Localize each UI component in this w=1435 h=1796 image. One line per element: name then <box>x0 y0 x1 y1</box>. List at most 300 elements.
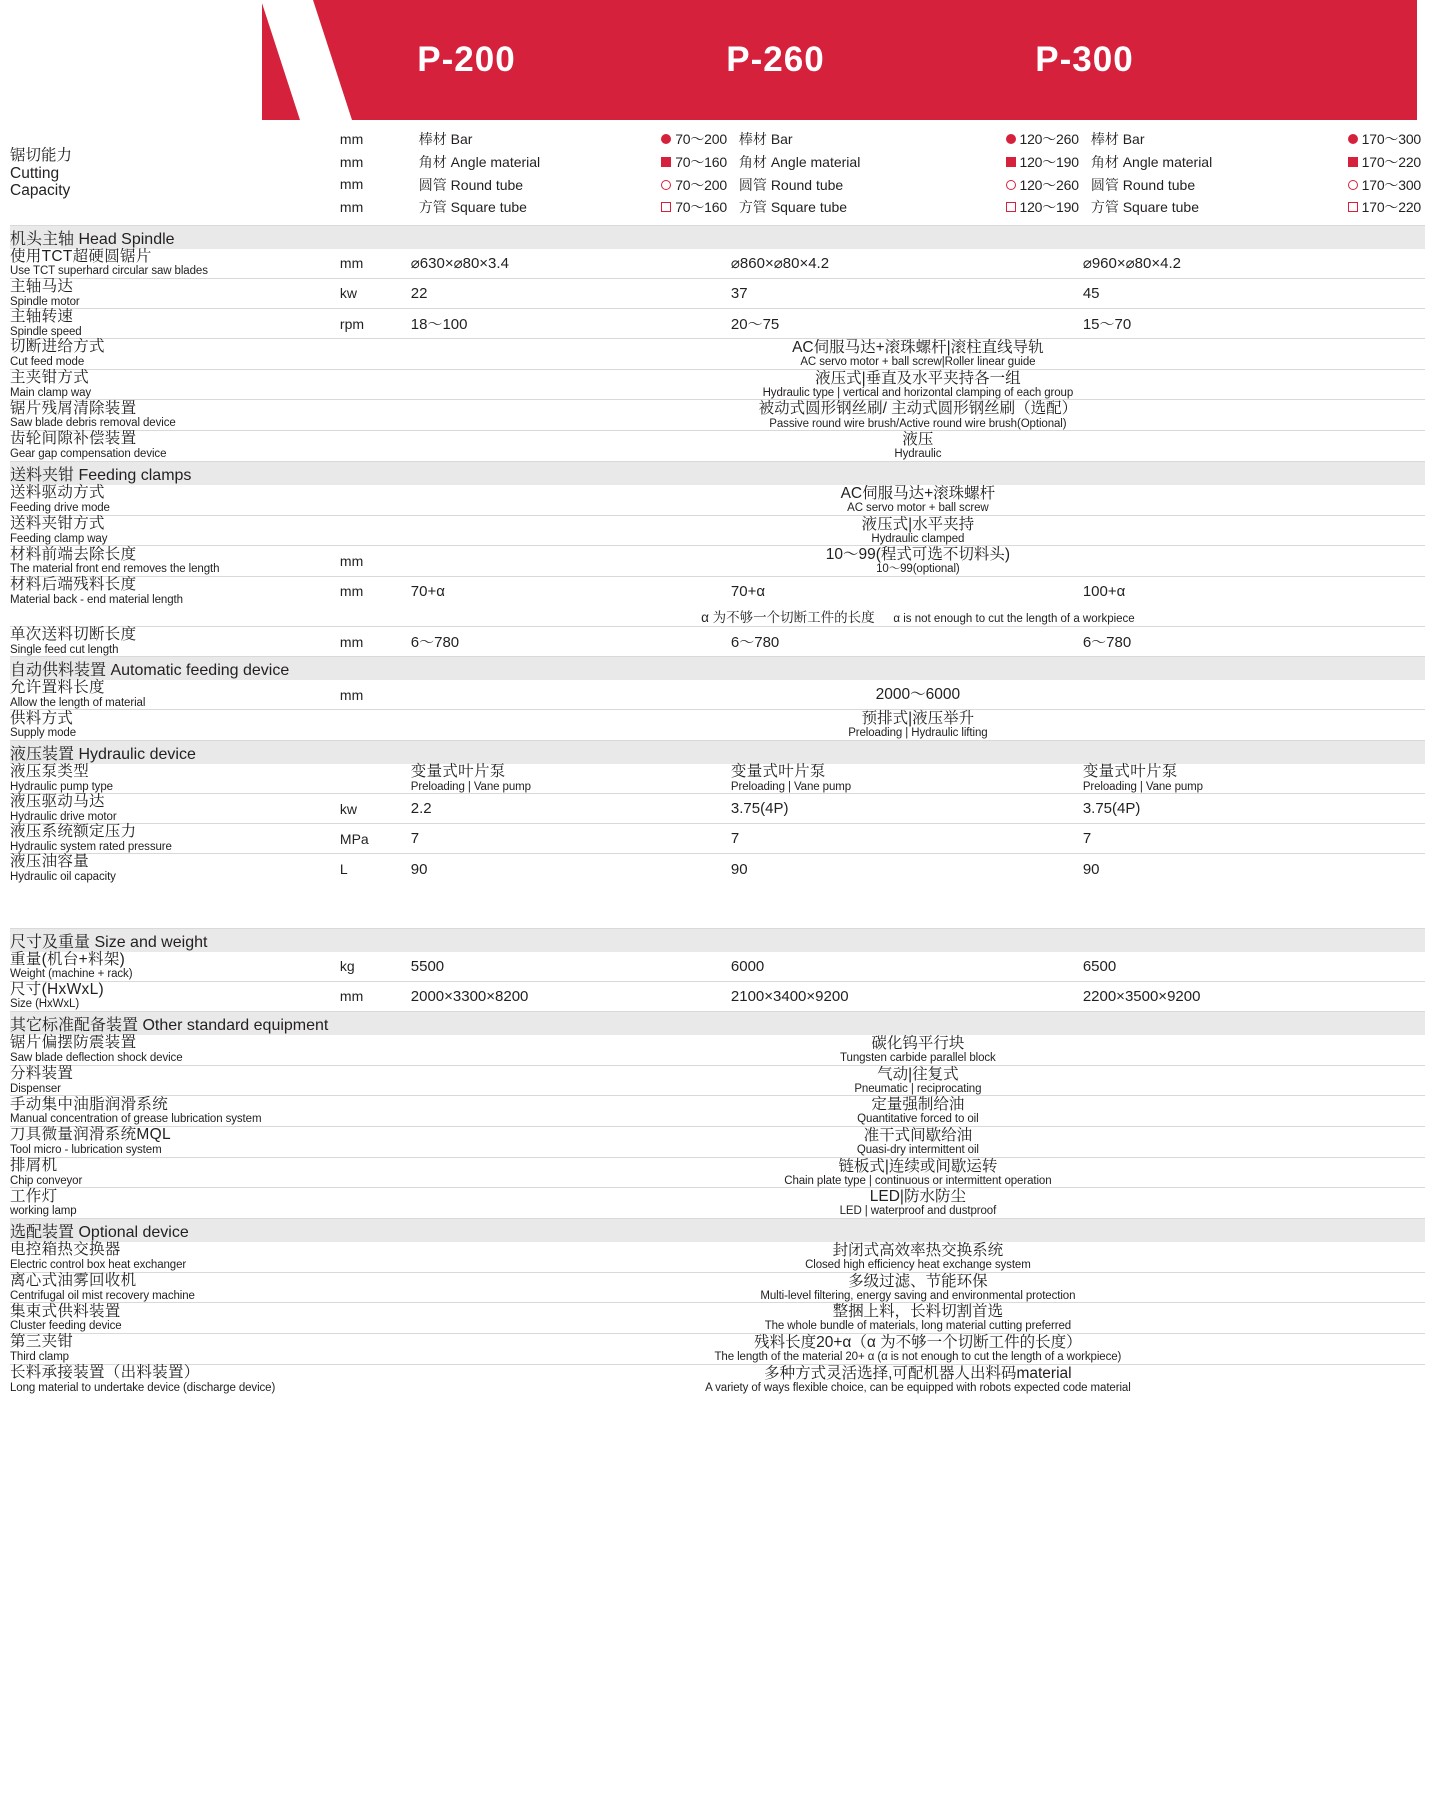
row-label <box>10 1303 340 1334</box>
row-label-en: Hydraulic pump type <box>10 780 113 793</box>
section-size-and-weight <box>10 928 1425 952</box>
row-value-merged <box>411 680 1425 710</box>
row-value-p300: 6～780 <box>1083 627 1425 657</box>
spec-row-spindle-motor <box>10 278 1425 308</box>
row-value-merged <box>411 431 1425 462</box>
merged-value-en: A variety of ways flexible choice, can be equipped with robots expected code material <box>705 1381 1131 1394</box>
row-label-cn: 重量(机台+料架) <box>10 950 126 968</box>
row-unit: mm <box>339 255 364 272</box>
row-value-p260: 70+α <box>731 576 1083 606</box>
spec-row-mql <box>10 1126 1425 1157</box>
spec-row-third-clamp <box>10 1334 1425 1365</box>
row-label-en: Supply mode <box>10 727 77 740</box>
row-label <box>10 431 340 462</box>
capacity-cell-p300-round <box>1083 173 1425 196</box>
row-label <box>10 515 340 546</box>
section-title-en: Hydraulic device <box>78 746 196 764</box>
spec-row-size <box>10 981 1425 1011</box>
row-value-merged <box>411 1188 1425 1219</box>
row-unit: mm <box>339 686 364 703</box>
capacity-unit-3: mm <box>339 199 364 216</box>
row-value-merged <box>411 1065 1425 1096</box>
row-value-merged <box>411 1126 1425 1157</box>
hollow-circle-icon <box>661 176 671 194</box>
capacity-value: 70～200 <box>675 176 727 193</box>
capacity-value: 120～190 <box>1019 199 1079 216</box>
row-label <box>10 546 340 577</box>
row-value-p200: 5500 <box>410 957 445 975</box>
merged-value-en: LED | waterproof and dustproof <box>839 1205 997 1218</box>
row-unit: rpm <box>340 308 411 338</box>
row-value-merged <box>411 1157 1425 1188</box>
row-value-merged <box>411 1035 1425 1065</box>
row-unit <box>340 369 411 400</box>
capacity-cell-p260-angle <box>731 151 1083 174</box>
row-unit <box>340 1035 411 1065</box>
row-label <box>10 1157 340 1188</box>
row-unit: MPa <box>340 824 411 854</box>
row-label-cn: 供料方式 <box>10 709 74 727</box>
capacity-name-cn: 方管 <box>1090 199 1119 216</box>
row-label-en: Gear gap compensation device <box>10 448 167 461</box>
row-label-en: Main clamp way <box>10 386 92 399</box>
spec-table-main <box>10 225 1425 884</box>
spec-row-alpha-note <box>10 606 1425 627</box>
row-label-cn: 主夹钳方式 <box>10 369 90 387</box>
row-unit <box>340 1188 411 1219</box>
row-value-p200: 90 <box>411 854 731 884</box>
spec-row-hydraulic-drive-motor <box>10 794 1425 824</box>
spec-row-dispenser <box>10 1065 1425 1096</box>
row-value-merged <box>411 1096 1425 1127</box>
row-label-en: Feeding clamp way <box>10 532 108 545</box>
row-label-cn: 液压系统额定压力 <box>10 823 137 841</box>
row-label <box>10 680 340 710</box>
row-unit: kw <box>340 278 411 308</box>
spec-row-gear-gap <box>10 431 1425 462</box>
row-value-p200: 2.2 <box>411 794 731 824</box>
row-label-en: Spindle speed <box>10 325 82 338</box>
row-label-cn: 材料后端残料长度 <box>10 575 137 593</box>
capacity-label-en1: Cutting <box>10 164 60 182</box>
capacity-name-en: Angle material <box>1122 154 1213 170</box>
row-value-merged <box>411 546 1425 577</box>
row-label-cn: 送料驱动方式 <box>10 484 105 502</box>
value-cn: 变量式叶片泵 <box>1082 763 1178 781</box>
row-label-cn: 尺寸(HxWxL) <box>10 980 104 998</box>
merged-value-cn: 液压式|垂直及水平夹持各一组 <box>815 369 1021 387</box>
row-unit: mm <box>340 627 411 657</box>
row-unit <box>340 1364 411 1394</box>
capacity-name-en: Bar <box>1122 131 1145 148</box>
spec-row-cluster-feeding <box>10 1303 1425 1334</box>
capacity-name-en: Round tube <box>450 176 524 193</box>
spec-row-hydraulic-pump-type <box>10 764 1425 794</box>
spec-row-heat-exchanger <box>10 1242 1425 1272</box>
section-hydraulic-device <box>10 741 1425 765</box>
hollow-circle-icon <box>1348 176 1358 194</box>
merged-value-cn: 多级过滤、节能环保 <box>848 1272 988 1290</box>
row-label-cn: 使用TCT超硬圆锯片 <box>10 247 152 265</box>
merged-value-en: The whole bundle of materials, long material cutting preferred <box>764 1320 1072 1333</box>
row-label-cn: 送料夹钳方式 <box>10 514 105 532</box>
row-label-en: Material back - end material length <box>10 593 183 606</box>
row-label-cn: 第三夹钳 <box>10 1333 74 1351</box>
row-label-en: Third clamp <box>10 1351 69 1364</box>
row-label <box>10 249 340 279</box>
row-label-en: Electric control box heat exchanger <box>10 1259 187 1271</box>
section-title-cn: 机头主轴 <box>10 230 75 248</box>
capacity-name-cn: 棒材 <box>1090 131 1119 148</box>
row-label-cn: 电控箱热交换器 <box>10 1241 121 1259</box>
merged-value-en: Pneumatic | reciprocating <box>854 1082 982 1095</box>
merged-value-en: Multi-level filtering, energy saving and environmental protection <box>760 1289 1076 1302</box>
row-label <box>10 710 340 741</box>
row-unit: L <box>340 854 411 884</box>
merged-value-en: Tungsten carbide parallel block <box>840 1051 996 1064</box>
row-label <box>10 854 340 884</box>
section-title-en: Head Spindle <box>78 230 175 248</box>
row-label-en: Weight (machine + rack) <box>10 968 133 981</box>
spec-row-allow-material-length <box>10 680 1425 710</box>
merged-value-cn: 气动|往复式 <box>877 1065 959 1083</box>
row-label <box>10 400 340 431</box>
capacity-unit-1: mm <box>339 153 364 170</box>
row-label-en: Centrifugal oil mist recovery machine <box>10 1289 195 1302</box>
row-label-en: Tool micro - lubrication system <box>10 1143 162 1156</box>
alpha-note-cn: α 为不够一个切断工件的长度 <box>701 610 875 626</box>
capacity-label-cn: 锯切能力 <box>10 147 73 165</box>
row-label <box>10 339 340 370</box>
row-value-merged <box>411 485 1425 515</box>
capacity-value: 170～300 <box>1361 176 1421 193</box>
filled-square-icon <box>1348 153 1358 171</box>
row-label <box>10 1188 340 1219</box>
filled-circle-icon <box>1348 130 1358 148</box>
spec-row-deflection-shock-device <box>10 1035 1425 1065</box>
row-label <box>10 952 340 982</box>
row-value-p200: 22 <box>411 278 731 308</box>
row-unit <box>340 1303 411 1334</box>
merged-value-cn: 被动式圆形钢丝刷/ 主动式圆形钢丝刷（选配） <box>758 400 1078 418</box>
spec-row-long-material-undertake <box>10 1364 1425 1394</box>
merged-value-en: The length of the material 20+ α (α is not enough to cut the length of a workpiece) <box>714 1351 1122 1364</box>
capacity-name-en: Bar <box>770 131 793 148</box>
spec-row-main-clamp-way <box>10 369 1425 400</box>
merged-value-cn: AC伺服马达+滚珠螺杆|滚柱直线导轨 <box>792 339 1044 357</box>
row-value-p260: 90 <box>731 854 1083 884</box>
row-label-en: Saw blade deflection shock device <box>10 1051 183 1064</box>
row-label <box>10 981 340 1011</box>
filled-square-icon <box>661 153 671 171</box>
spec-row-oil-mist-recovery <box>10 1272 1425 1303</box>
spec-row-supply-mode <box>10 710 1425 741</box>
row-label-en: Hydraulic system rated pressure <box>10 841 172 854</box>
row-label-cn: 液压油容量 <box>10 853 90 871</box>
model-title-p260: P-260 <box>726 40 825 79</box>
capacity-name-cn: 方管 <box>418 199 447 216</box>
merged-value-cn: 液压式|水平夹持 <box>861 515 975 533</box>
capacity-unit-0: mm <box>339 131 364 147</box>
row-label-cn: 锯片残屑清除装置 <box>10 399 137 417</box>
row-value-merged <box>411 1303 1425 1334</box>
spec-table-secondary <box>10 928 1425 1395</box>
section-head-spindle <box>10 225 1425 249</box>
row-value-merged <box>411 339 1425 370</box>
row-value-p260: 2100×3400×9200 <box>731 981 1083 1011</box>
row-unit <box>340 400 411 431</box>
section-optional-device <box>10 1219 1425 1243</box>
merged-value-cn: 准干式间歇给油 <box>863 1126 973 1144</box>
row-value-p200: ⌀630×⌀80×3.4 <box>410 255 509 273</box>
spec-row-debris-removal <box>10 400 1425 431</box>
merged-value-cn: 残料长度20+α（α 为不够一个切断工件的长度） <box>754 1334 1082 1352</box>
row-value-p300: 100+α <box>1083 576 1425 606</box>
capacity-label <box>10 128 340 219</box>
row-value-p260 <box>731 764 1083 794</box>
hollow-square-icon <box>1006 198 1016 216</box>
spec-row-cut-feed-mode <box>10 339 1425 370</box>
row-label-en: The material front end removes the length <box>10 563 220 576</box>
capacity-value: 120～260 <box>1019 131 1079 148</box>
row-value-merged <box>411 710 1425 741</box>
spec-row-weight <box>10 952 1425 982</box>
filled-square-icon <box>1006 153 1016 171</box>
merged-value-en: AC servo motor + ball screw|Roller linear guide <box>800 356 1036 369</box>
section-title-cn: 其它标准配备装置 <box>10 1016 139 1034</box>
row-label <box>10 1065 340 1096</box>
row-label-en: Hydraulic drive motor <box>10 810 117 823</box>
row-label-cn: 工作灯 <box>10 1187 58 1205</box>
row-label-cn: 离心式油雾回收机 <box>10 1271 137 1289</box>
alpha-note <box>411 606 1425 627</box>
row-label-cn: 液压驱动马达 <box>10 793 105 811</box>
capacity-name-cn: 圆管 <box>418 176 447 193</box>
row-label-cn: 齿轮间隙补偿装置 <box>10 430 137 448</box>
row-unit <box>340 710 411 741</box>
row-label <box>10 1096 340 1127</box>
section-title-cn: 选配装置 <box>10 1224 75 1241</box>
row-value-p300: 7 <box>1083 824 1425 854</box>
row-label <box>10 1364 340 1394</box>
row-label-cn: 手动集中油脂润滑系统 <box>10 1095 169 1113</box>
row-label-cn: 长料承接装置（出料装置） <box>10 1364 200 1382</box>
row-label-en: Cluster feeding device <box>10 1320 122 1333</box>
section-other-standard-equipment <box>10 1011 1425 1035</box>
capacity-name-en: Round tube <box>1122 176 1196 193</box>
filled-circle-icon <box>661 130 671 148</box>
row-label-cn: 排屑机 <box>10 1156 58 1174</box>
row-unit: kw <box>340 794 411 824</box>
capacity-value: 170～300 <box>1361 131 1421 148</box>
capacity-unit-2: mm <box>339 176 364 193</box>
merged-value-en: Closed high efficiency heat exchange system <box>805 1259 1031 1272</box>
merged-value-cn: 预排式|液压举升 <box>861 710 975 728</box>
row-label-en: Hydraulic oil capacity <box>10 871 116 884</box>
capacity-name-cn: 角材 <box>418 154 447 170</box>
row-label <box>10 627 340 657</box>
cutting-capacity-block <box>10 120 1425 225</box>
row-unit <box>340 485 411 515</box>
row-value-merged <box>411 515 1425 546</box>
capacity-value: 120～260 <box>1019 176 1079 193</box>
row-label-cn: 主轴马达 <box>10 277 74 295</box>
row-unit: mm <box>340 576 411 606</box>
row-label-en: Spindle motor <box>10 295 80 308</box>
row-label-en: Use TCT superhard circular saw blades <box>10 265 208 278</box>
row-label-en: Feeding drive mode <box>10 501 110 514</box>
row-label-cn: 单次送料切断长度 <box>10 626 137 644</box>
merged-value-cn: LED|防水防尘 <box>869 1188 966 1206</box>
spec-row-hydraulic-oil-capacity <box>10 854 1425 884</box>
row-value-p260: ⌀860×⌀80×4.2 <box>730 255 830 273</box>
capacity-cell-p260-round <box>731 173 1083 196</box>
merged-value-cn: 2000～6000 <box>875 686 961 704</box>
row-label-en: working lamp <box>10 1205 77 1218</box>
capacity-cell-p300-square <box>1083 196 1425 219</box>
row-label-cn: 允许置料长度 <box>10 679 105 697</box>
capacity-name-cn: 圆管 <box>738 176 767 193</box>
model-title-p300: P-300 <box>1035 40 1134 79</box>
merged-value-en: Passive round wire brush/Active round wire brush(Optional) <box>769 417 1067 430</box>
row-label <box>10 764 340 794</box>
merged-value-en: Chain plate type | continuous or intermittent operation <box>784 1174 1052 1187</box>
row-value-p300 <box>1083 764 1425 794</box>
row-value-p300: 3.75(4P) <box>1083 794 1425 824</box>
row-label-en: Saw blade debris removal device <box>10 417 176 430</box>
capacity-name-en-bar: Bar <box>450 131 473 148</box>
row-label-cn: 分料装置 <box>10 1064 74 1082</box>
spec-row-single-feed-cut-length <box>10 627 1425 657</box>
row-label <box>10 824 340 854</box>
value-cn: 变量式叶片泵 <box>410 763 506 781</box>
hollow-square-icon <box>1348 198 1358 216</box>
model-header-band <box>262 0 1417 120</box>
capacity-cell-p200-bar <box>411 128 731 151</box>
merged-value-cn: 10～99(程式可选不切料头) <box>825 546 1011 564</box>
capacity-value: 170～220 <box>1361 199 1421 216</box>
spec-row-feeding-drive-mode <box>10 485 1425 515</box>
capacity-name-en: Square tube <box>450 199 527 216</box>
merged-value-en: Hydraulic <box>894 448 942 461</box>
row-unit <box>340 1126 411 1157</box>
row-value-p300: 15～70 <box>1083 308 1425 338</box>
row-value-p260: 6～780 <box>731 627 1083 657</box>
section-title-en: Other standard equipment <box>142 1016 329 1034</box>
section-title-cn: 自动供料装置 <box>10 662 107 680</box>
capacity-name-cn: 方管 <box>738 199 767 216</box>
spec-row-feeding-clamp-way <box>10 515 1425 546</box>
value-en: Preloading | Vane pump <box>730 780 852 793</box>
row-value-p300: ⌀960×⌀80×4.2 <box>1082 255 1181 273</box>
row-unit <box>340 1157 411 1188</box>
spec-row-spindle-speed <box>10 308 1425 338</box>
spec-row-front-end-removal <box>10 546 1425 577</box>
spec-row-saw-blade <box>10 249 1425 279</box>
row-label <box>10 576 340 606</box>
row-label-cn: 刀具微量润滑系统MQL <box>10 1126 171 1144</box>
row-unit <box>340 515 411 546</box>
row-label-cn: 材料前端去除长度 <box>10 545 137 563</box>
row-value-p200 <box>411 764 731 794</box>
merged-value-en: Quasi-dry intermittent oil <box>856 1143 979 1156</box>
filled-circle-icon <box>1006 130 1016 148</box>
row-value-p200: 7 <box>411 824 731 854</box>
row-unit <box>340 764 411 794</box>
row-value-p260: 3.75(4P) <box>731 794 1083 824</box>
capacity-name-cn: 圆管 <box>1090 176 1119 193</box>
row-value-p260: 6000 <box>730 957 765 975</box>
row-label <box>10 1126 340 1157</box>
merged-value-en: Preloading | Hydraulic lifting <box>848 727 988 740</box>
merged-value-cn: 封闭式高效率热交换系统 <box>832 1242 1004 1259</box>
section-title-cn: 送料夹钳 <box>10 466 75 484</box>
spec-row-chip-conveyor <box>10 1157 1425 1188</box>
row-label <box>10 485 340 515</box>
value-en: Preloading | Vane pump <box>1082 780 1203 793</box>
spec-row-hydraulic-rated-pressure <box>10 824 1425 854</box>
row-label-cn: 主轴转速 <box>10 307 74 325</box>
row-label <box>10 369 340 400</box>
row-value-merged <box>411 1334 1425 1365</box>
merged-value-cn: 定量强制给油 <box>871 1096 965 1114</box>
merged-value-cn: 液压 <box>902 431 934 449</box>
row-label-cn: 切断进给方式 <box>10 338 105 356</box>
row-value-p260: 37 <box>731 278 1083 308</box>
section-automatic-feeding <box>10 657 1425 681</box>
merged-value-cn: 整捆上料，长料切割首选 <box>832 1303 1004 1321</box>
model-title-p200: P-200 <box>417 40 516 79</box>
row-value-p200: 70+α <box>411 576 731 606</box>
section-feeding-clamps <box>10 461 1425 485</box>
row-label-cn: 液压泵类型 <box>10 763 90 781</box>
value-en: Preloading | Vane pump <box>410 780 531 793</box>
row-value-p300: 2200×3500×9200 <box>1083 981 1425 1011</box>
row-label <box>10 278 340 308</box>
row-value-p200: 18～100 <box>411 308 731 338</box>
row-unit: mm <box>340 546 411 577</box>
row-value-p300: 6500 <box>1082 957 1117 975</box>
row-value-p300: 90 <box>1083 854 1425 884</box>
row-value-p260: 20～75 <box>731 308 1083 338</box>
capacity-cell-p260-square <box>731 196 1083 219</box>
merged-value-cn: 多种方式灵活选择,可配机器人出料码material <box>764 1364 1072 1382</box>
spec-row-working-lamp <box>10 1188 1425 1219</box>
merged-value-en: 10～99(optional) <box>876 563 960 576</box>
row-value-p200: 2000×3300×8200 <box>411 981 731 1011</box>
row-value-p260: 7 <box>731 824 1083 854</box>
row-label-en: Single feed cut length <box>10 643 119 656</box>
alpha-note-en: α is not enough to cut the length of a workpiece <box>893 613 1135 626</box>
capacity-name-en: Angle material <box>450 154 541 170</box>
section-title-cn: 尺寸及重量 <box>10 933 91 951</box>
hollow-square-icon <box>661 198 671 216</box>
capacity-value: 120～190 <box>1019 154 1079 170</box>
row-label <box>10 1035 340 1065</box>
hollow-circle-icon <box>1006 176 1016 194</box>
row-unit <box>340 339 411 370</box>
row-unit <box>340 1334 411 1365</box>
row-value-merged <box>411 369 1425 400</box>
capacity-cell-p300-angle <box>1083 151 1425 174</box>
section-title-cn: 液压装置 <box>10 746 75 764</box>
section-title-en: Optional device <box>78 1224 189 1241</box>
capacity-cell-p200-round <box>411 173 731 196</box>
capacity-name-en: Square tube <box>1122 199 1200 216</box>
value-cn: 变量式叶片泵 <box>730 763 826 781</box>
merged-value-cn: 链板式|连续或间歇运转 <box>838 1157 998 1175</box>
row-unit <box>340 1242 411 1272</box>
